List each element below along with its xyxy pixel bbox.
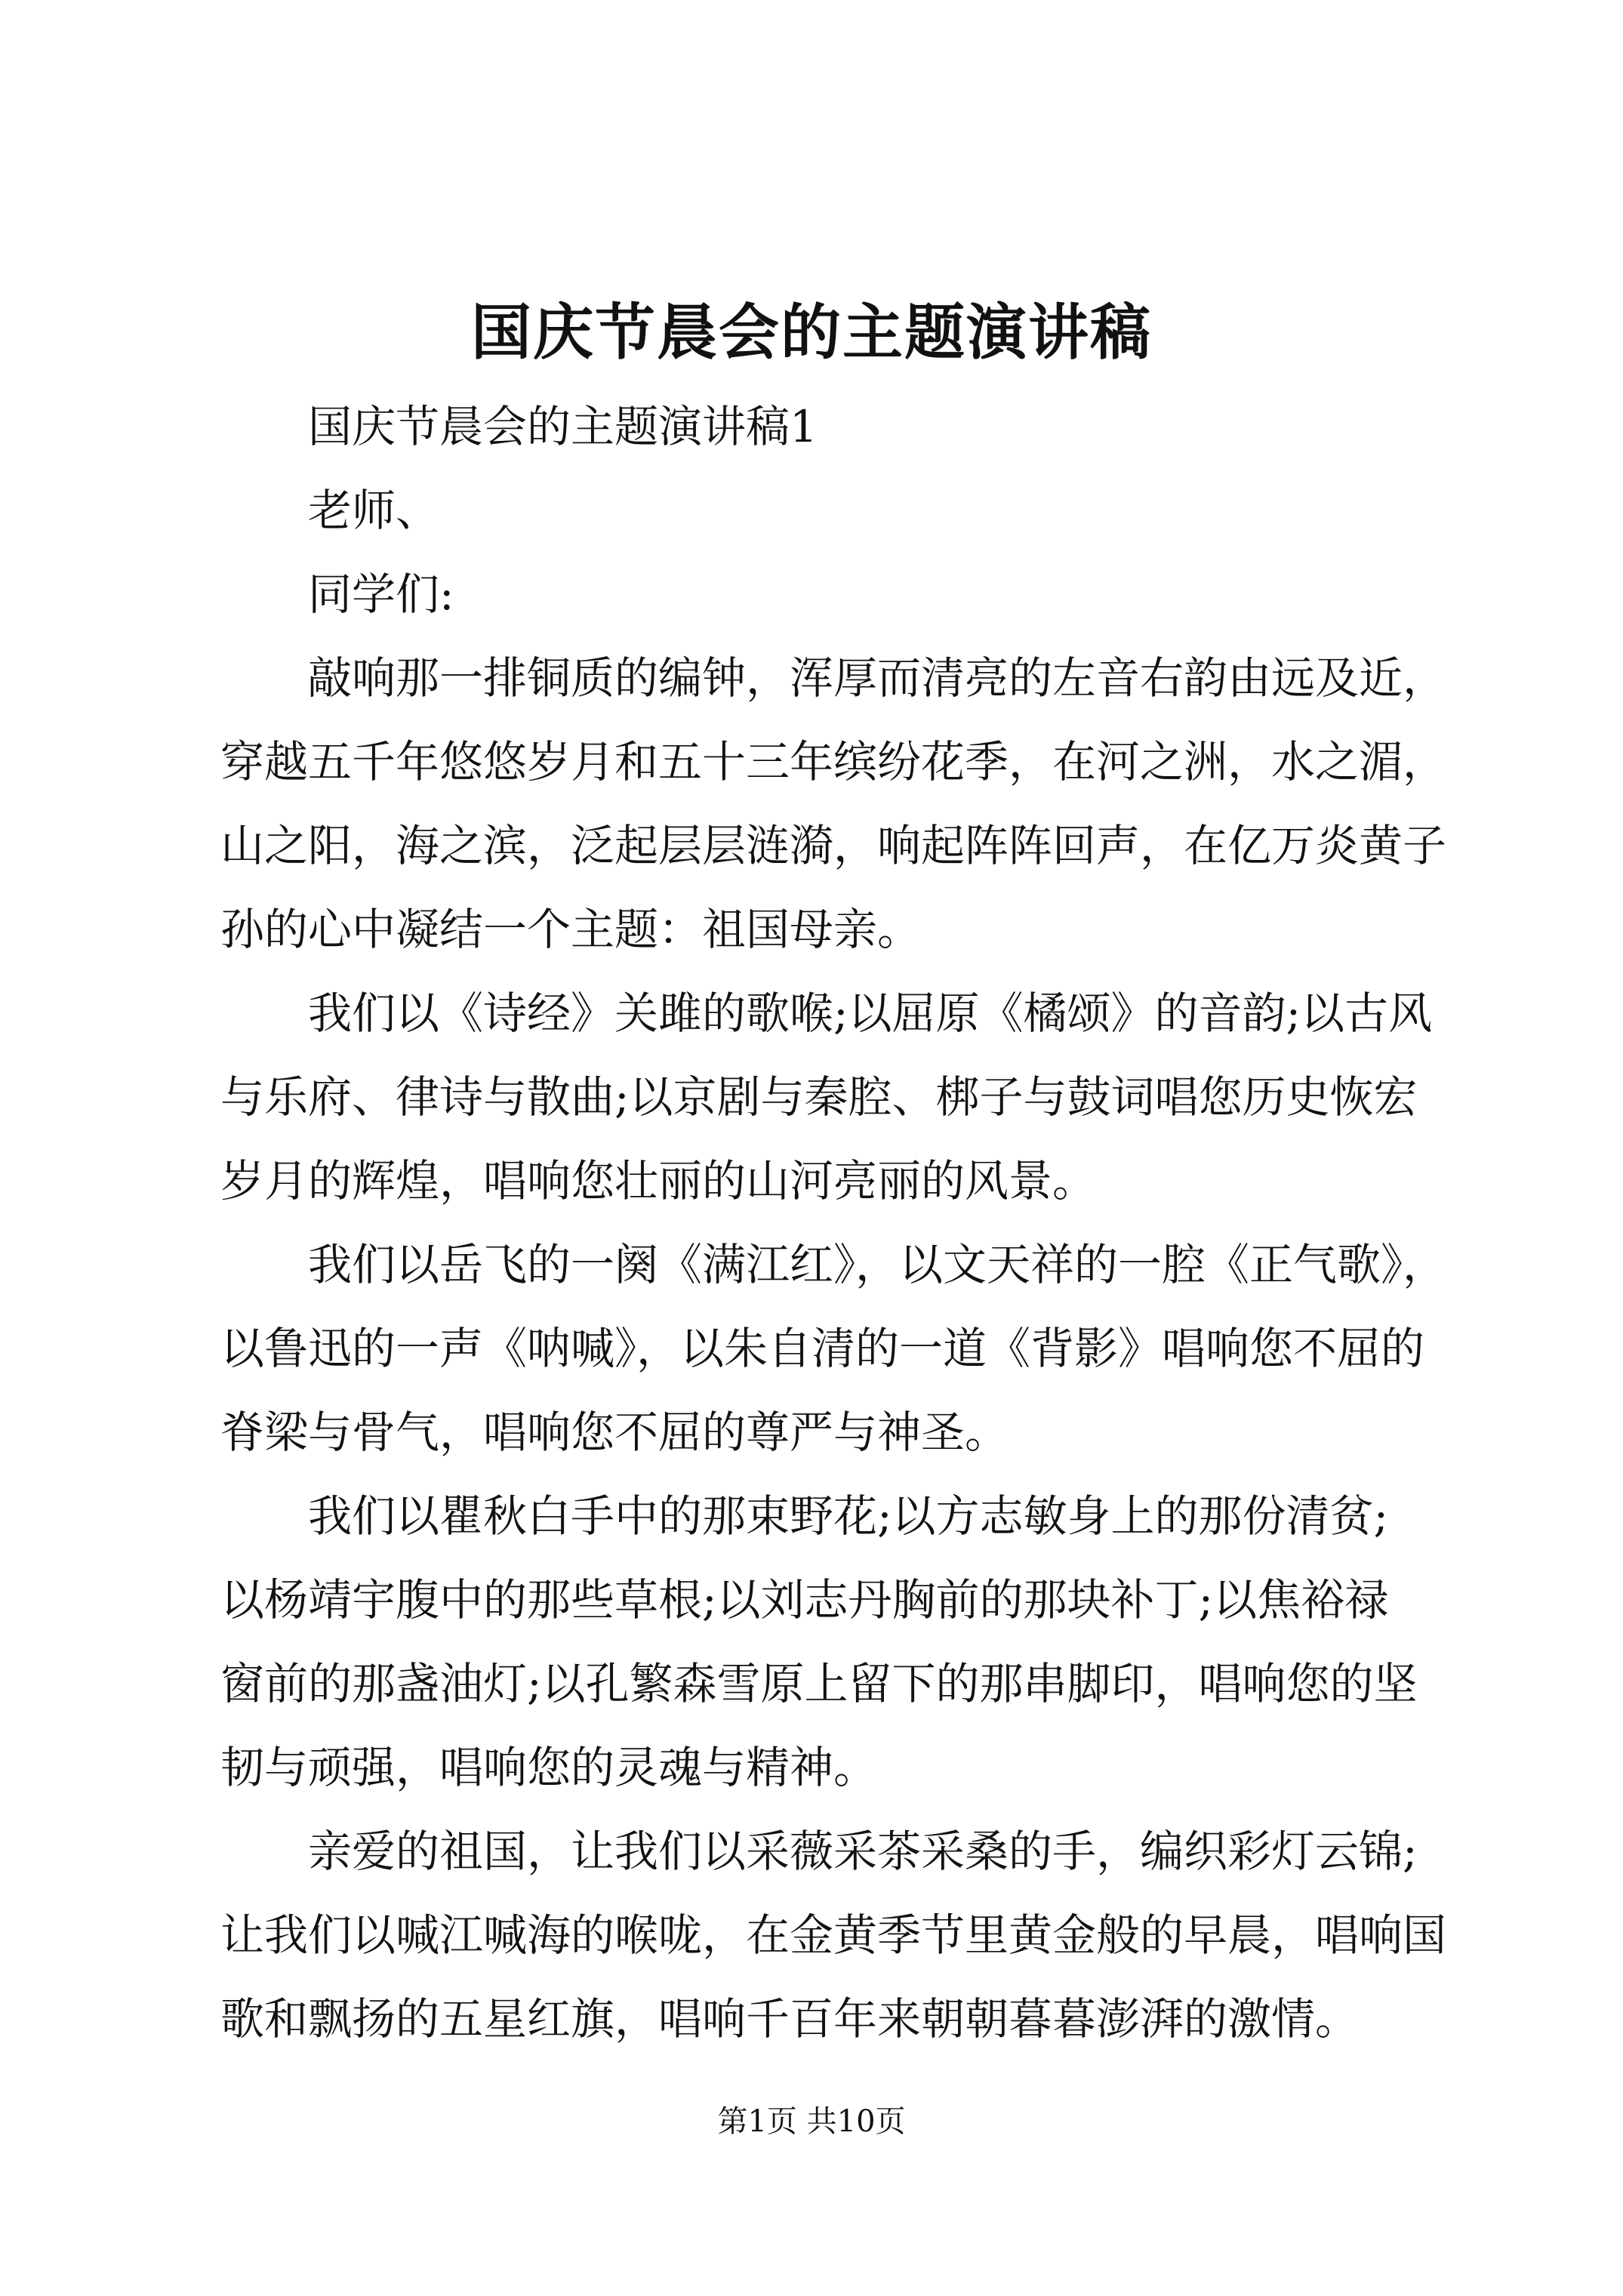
text-line: 我们以岳飞的一阕《满江红》，以文天祥的一腔《正气歌》， (308, 1239, 1447, 1290)
document-title: 国庆节晨会的主题演讲稿 (471, 297, 1152, 368)
text-line: 国庆节晨会的主题演讲稿1 (308, 401, 818, 452)
text-line: 岁月的辉煌，唱响您壮丽的山河亮丽的风景。 (220, 1155, 1097, 1207)
text-line: 同学们: (308, 569, 454, 620)
text-line: 歌和飘扬的五星红旗，唱响千百年来朝朝暮暮澎湃的激情。 (220, 1993, 1360, 2045)
text-line: 窗前的那盏油灯;以孔繁森雪原上留下的那串脚印，唱响您的坚 (220, 1658, 1418, 1709)
text-line: 脊梁与骨气，唱响您不屈的尊严与神圣。 (220, 1407, 1009, 1458)
text-line: 老师、 (308, 485, 440, 536)
text-line: 我们以《诗经》关雎的歌喉;以屈原《橘颂》的音韵;以古风 (308, 988, 1433, 1039)
text-line: 敲响那一排铜质的编钟，浑厚而清亮的左音右韵由远及近， (308, 652, 1447, 704)
text-line: 与乐府、律诗与散曲;以京剧与秦腔、梆子与鼓词唱您历史恢宏 (220, 1071, 1418, 1123)
document-body (220, 385, 1451, 2061)
text-line: 让我们以喊江喊海的喉咙，在金黄季节里黄金般的早晨，唱响国 (220, 1909, 1447, 1961)
text-line: 孙的心中凝结一个主题：祖国母亲。 (220, 904, 922, 955)
page-footer: 第1页 共10页 (717, 2104, 906, 2139)
text-line: 山之阳，海之滨，泛起层层涟漪，响起阵阵回声，在亿万炎黄子 (220, 820, 1447, 871)
text-line: 韧与顽强，唱响您的灵魂与精神。 (220, 1742, 878, 1793)
text-line: 我们以瞿秋白手中的那束野花;以方志敏身上的那份清贫; (308, 1490, 1389, 1542)
text-line: 以鲁迅的一声《呐喊》，以朱自清的一道《背影》唱响您不屈的 (220, 1323, 1425, 1374)
text-line: 亲爱的祖国，让我们以采薇采茶采桑的手，编织彩灯云锦; (308, 1826, 1418, 1877)
text-line: 穿越五千年悠悠岁月和五十三年缤纷花季，在河之洲，水之湄， (220, 736, 1447, 787)
text-line: 以杨靖宇腹中的那些草根;以刘志丹胸前的那块补丁;以焦裕禄 (220, 1574, 1389, 1626)
